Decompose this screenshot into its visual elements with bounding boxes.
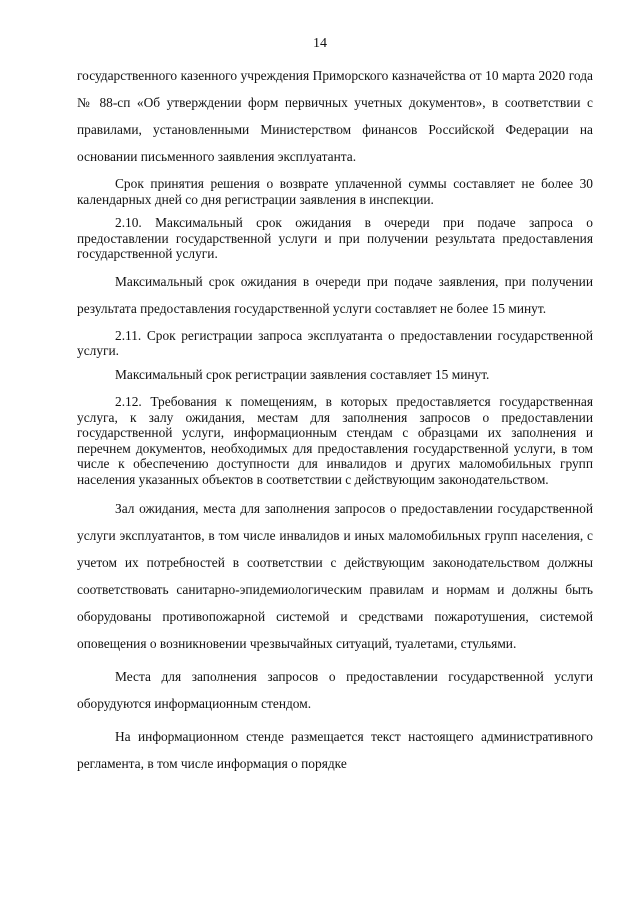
paragraph-registration-term: Максимальный срок регистрации заявления составляет 15 минут. (115, 366, 490, 382)
section-heading-2-10: 2.10. Максимальный срок ожидания в очереди при подаче запроса о предоставлении государственной услуги и при получении результата предоставления государственной услуги. (77, 215, 593, 261)
paragraph-waiting-hall: Зал ожидания, места для заполнения запросов о предоставлении государственной услуги эксплуатантов, в том числе инвалидов и иных маломобильных групп населения, с учетом их потребностей в соответствии с действующим законодательством должны соответствовать санитарно-эпидемиологическим правилам и нормам и должны быть оборудованы противопожарной системой и средствами пожаротушения, системой оповещения о возникновении чрезвычайных ситуаций, туалетами, стульями. (77, 501, 593, 651)
paragraph-queue-wait: Максимальный срок ожидания в очереди при подаче заявления, при получении результата предоставления государственной услуги составляет не более 15 минут. (77, 273, 593, 316)
section-heading-2-12: 2.12. Требования к помещениям, в которых предоставляется государственная услуга, к залу ожидания, местам для заполнения запросов о предоставлении государственной услуги, информационным стендам с образцами их заполнения и перечнем документов, необходимых для предоставления государственной услуги, в том числе к обеспечению доступности для инвалидов и других маломобильных групп населения указанных объектов в соответствии с действующим законодательством. (77, 394, 593, 487)
document-body (77, 62, 593, 777)
section-heading-2-11: 2.11. Срок регистрации запроса эксплуатанта о предоставлении государственной услуги. (77, 327, 593, 358)
page-number: 14 (313, 36, 327, 51)
paragraph-refund-term: Срок принятия решения о возврате уплаченной суммы составляет не более 30 календарных дней со дня регистрации заявления в инспекции. (77, 176, 593, 207)
paragraph-continuation: государственного казенного учреждения Приморского казначейства от 10 марта 2020 года № 88-сп «Об утверждении форм первичных учетных документов», в соответствии с правилами, установленными Министерством финансов Российской Федерации на основании письменного заявления эксплуатанта. (77, 68, 593, 164)
paragraph-stand-content: На информационном стенде размещается текст настоящего административного регламента, в том числе информация о порядке (77, 729, 593, 771)
paragraph-info-stand: Места для заполнения запросов о предоставлении государственной услуги оборудуются информационным стендом. (77, 669, 593, 711)
